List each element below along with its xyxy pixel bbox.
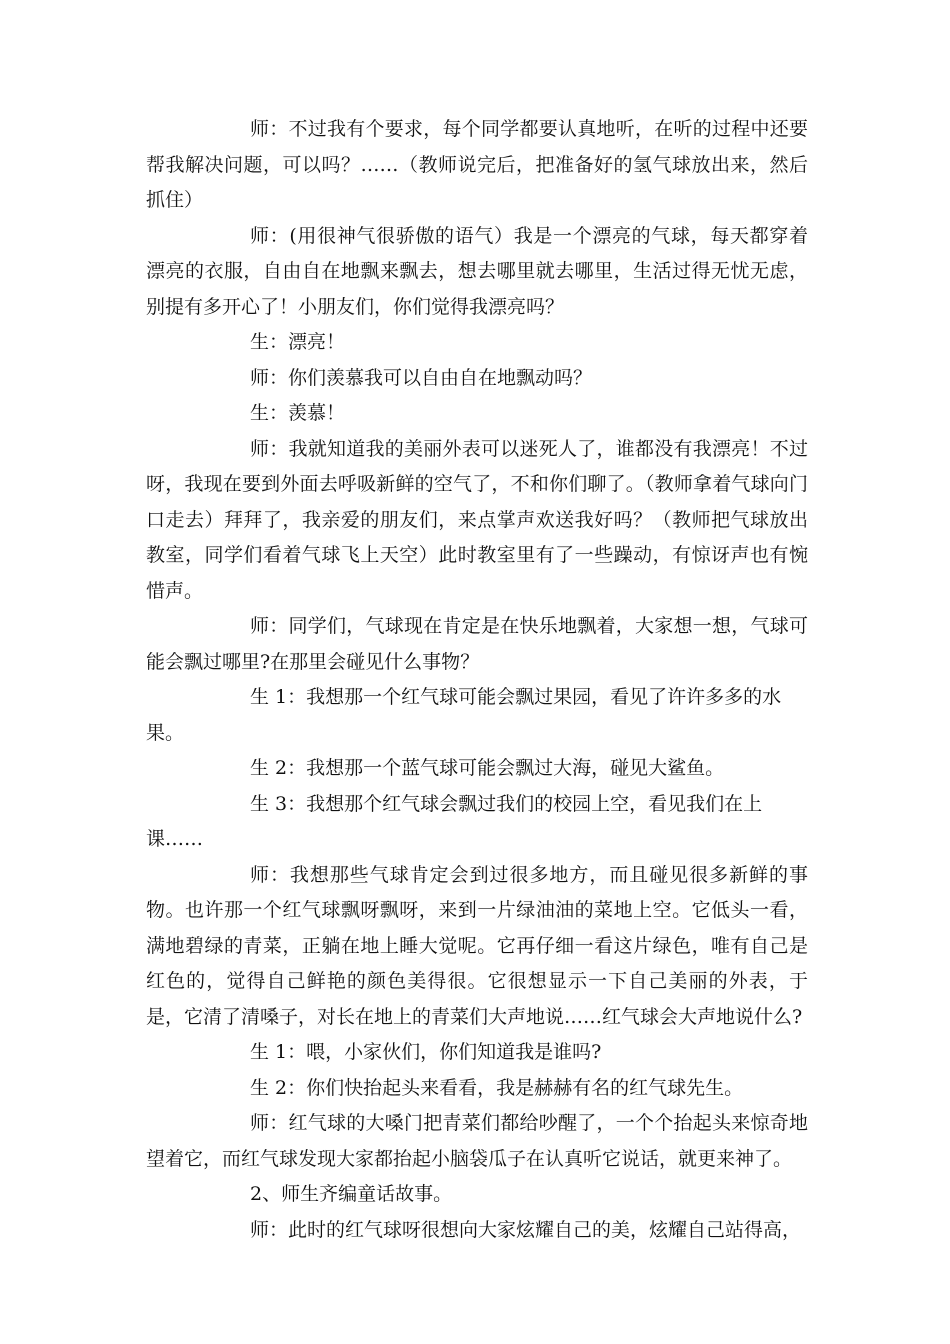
paragraph: 师：此时的红气球呀很想向大家炫耀自己的美，炫耀自己站得高， bbox=[250, 1218, 802, 1241]
paragraph: 师：红气球的大嗓门把青菜们都给吵醒了，一个个抬起头来惊奇地望着它，而红气球发现大家都抬起小脑袋瓜子在认真听它说话，就更来神了。 bbox=[146, 1112, 808, 1170]
paragraph: 生：漂亮！ bbox=[250, 331, 346, 353]
paragraph: 师：不过我有个要求，每个同学都要认真地听，在听的过程中还要帮我解决问题，可以吗？……（教师说完后，把准备好的氢气球放出来，然后抓住） bbox=[146, 118, 808, 211]
paragraph: 师：我就知道我的美丽外表可以迷死人了，谁都没有我漂亮！不过呀，我现在要到外面去呼吸新鲜的空气了，不和你们聊了。（教师拿着气球向门口走去）拜拜了，我亲爱的朋友们，来点掌声欢送我好吗？（教师把气球放出教室，同学们看着气球飞上天空）此时教室里有了一些躁动，有惊讶声也有惋惜声。 bbox=[146, 437, 808, 602]
paragraph: 生：羡慕！ bbox=[250, 402, 346, 424]
paragraph: 生 2：我想那一个蓝气球可能会飘过大海，碰见大鲨鱼。 bbox=[250, 757, 725, 779]
paragraph: 生 3：我想那个红气球会飘过我们的校园上空，看见我们在上课…… bbox=[146, 792, 763, 850]
paragraph: 2、师生齐编童话故事。 bbox=[250, 1183, 453, 1205]
paragraph: 生 1：我想那一个红气球可能会飘过果园，看见了许许多多的水果。 bbox=[146, 686, 782, 744]
document-body bbox=[146, 112, 808, 1248]
paragraph: 生 1：喂，小家伙们，你们知道我是谁吗? bbox=[250, 1041, 602, 1063]
paragraph: 师：我想那些气球肯定会到过很多地方，而且碰见很多新鲜的事物。也许那一个红气球飘呀飘呀，来到一片绿油油的菜地上空。它低头一看，满地碧绿的青菜，正躺在地上睡大觉呢。它再仔细一看这片绿色，唯有自己是红色的，觉得自己鲜艳的颜色美得很。它很想显示一下自己美丽的外表，于是，它清了清嗓子，对长在地上的青菜们大声地说……红气球会大声地说什么? bbox=[146, 863, 808, 1028]
paragraph: 师：你们羡慕我可以自由自在地飘动吗？ bbox=[250, 366, 593, 389]
paragraph: 师：(用很神气很骄傲的语气）我是一个漂亮的气球，每天都穿着漂亮的衣服，自由自在地飘来飘去，想去哪里就去哪里，生活过得无忧无虑，别提有多开心了！小朋友们，你们觉得我漂亮吗？ bbox=[146, 224, 808, 318]
paragraph: 生 2：你们快抬起头来看看，我是赫赫有名的红气球先生。 bbox=[250, 1076, 744, 1099]
paragraph: 师：同学们，气球现在肯定是在快乐地飘着，大家想一想，气球可能会飘过哪里?在那里会碰见什么事物？ bbox=[146, 615, 808, 673]
